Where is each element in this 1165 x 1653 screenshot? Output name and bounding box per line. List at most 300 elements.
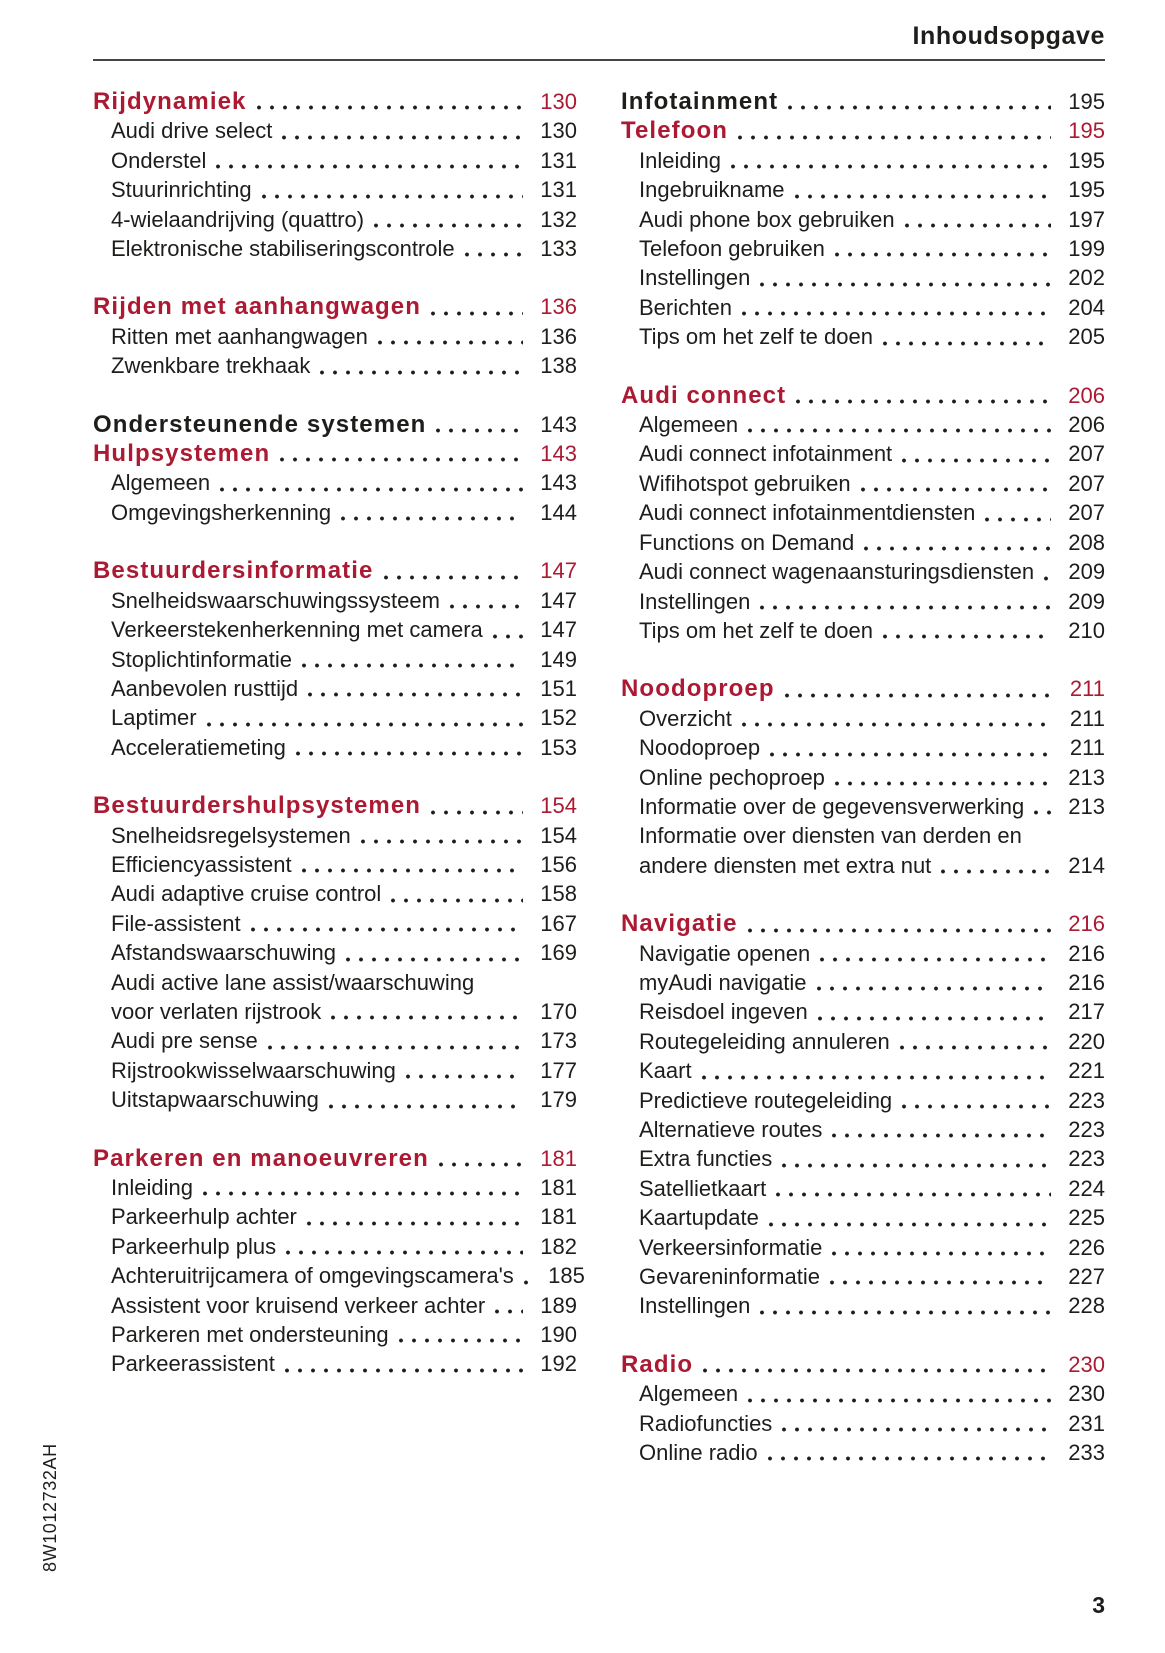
dotted-leader <box>345 956 523 963</box>
toc-entry-label: Infotainment <box>621 88 779 115</box>
toc-entry <box>93 821 577 850</box>
toc-entry-label: Assistent voor kruisend verkeer achter <box>111 1292 486 1318</box>
toc-heading <box>621 1350 1105 1379</box>
toc-entry-page: 173 <box>540 1028 577 1054</box>
toc-entry-line <box>621 528 1105 557</box>
toc-entry-label: Parkeren en manoeuvreren <box>93 1144 429 1172</box>
toc-entry <box>93 615 577 644</box>
dotted-leader <box>795 398 1051 405</box>
dotted-leader <box>215 163 523 170</box>
toc-entry <box>93 468 577 497</box>
toc-entry-label: Instellingen <box>639 1293 751 1319</box>
toc-entry-line <box>621 1174 1105 1203</box>
toc-entry-line <box>621 821 1105 850</box>
toc-entry-page: 130 <box>540 118 577 144</box>
dotted-leader <box>1043 575 1051 582</box>
toc-entry-label: Satellietkaart <box>639 1175 767 1201</box>
toc-entry-page: 213 <box>1068 764 1105 790</box>
toc-entry-page: 204 <box>1068 294 1105 320</box>
toc-entry <box>621 175 1105 204</box>
toc-entry-line <box>621 234 1105 263</box>
toc-entry-line <box>93 205 577 234</box>
toc-entry-label: Extra functies <box>639 1146 773 1172</box>
toc-entry <box>621 469 1105 498</box>
toc-entry-label: Parkeerhulp plus <box>111 1233 277 1259</box>
dotted-leader <box>284 1367 523 1374</box>
toc-entry <box>93 674 577 703</box>
toc-section <box>93 87 577 263</box>
toc-entry-page: 147 <box>540 617 577 643</box>
toc-heading <box>621 909 1105 938</box>
toc-entry <box>93 850 577 879</box>
dotted-leader <box>377 339 523 346</box>
toc-entry-page: 149 <box>540 646 577 672</box>
toc-entry-label: Parkeerassistent <box>111 1351 275 1377</box>
dotted-leader <box>250 926 523 933</box>
toc-entry <box>621 763 1105 792</box>
dotted-leader <box>759 281 1051 288</box>
dotted-leader <box>267 1044 523 1051</box>
toc-section <box>621 87 1105 352</box>
toc-entry-label: Overzicht <box>639 705 732 731</box>
toc-entry <box>93 909 577 938</box>
toc-entry <box>93 175 577 204</box>
toc-heading <box>621 381 1105 410</box>
toc-heading <box>93 1144 577 1173</box>
toc-entry-line <box>93 1202 577 1231</box>
toc-entry-page: 147 <box>540 558 577 584</box>
dotted-leader <box>882 633 1051 640</box>
toc-entry-page: 223 <box>1068 1117 1105 1142</box>
toc-entry <box>621 616 1105 645</box>
toc-entry-page: 228 <box>1068 1293 1105 1319</box>
toc-entry <box>621 234 1105 263</box>
toc-entry <box>621 1233 1105 1262</box>
toc-entry <box>621 1144 1105 1173</box>
toc-entry <box>93 733 577 762</box>
toc-entry-label: Berichten <box>639 294 732 320</box>
toc-entry-label: voor verlaten rijstrook <box>111 998 322 1024</box>
toc-entry-label: Parkeren met ondersteuning <box>111 1322 389 1348</box>
dotted-leader <box>405 1073 523 1080</box>
toc-entry <box>621 1409 1105 1438</box>
dotted-leader <box>307 691 523 698</box>
toc-entry-label: Tips om het zelf te doen <box>639 617 873 643</box>
toc-entry-line <box>621 1379 1105 1408</box>
toc-entry <box>93 1291 577 1320</box>
toc-entry-line <box>621 704 1105 733</box>
toc-entry-line <box>621 1438 1105 1467</box>
toc-entry-label: Reisdoel ingeven <box>639 999 808 1025</box>
toc-entry-line <box>93 1291 577 1320</box>
toc-entry-label: Stuurinrichting <box>111 177 252 203</box>
dotted-leader <box>901 1103 1051 1110</box>
toc-entry-line <box>93 1261 585 1290</box>
toc-heading <box>93 410 577 439</box>
toc-section <box>621 674 1105 880</box>
dotted-leader <box>390 897 523 904</box>
toc-heading <box>93 791 577 820</box>
toc-entry-line <box>93 645 577 674</box>
dotted-leader <box>449 603 523 610</box>
page-number: 3 <box>1092 1592 1105 1618</box>
dotted-leader <box>747 427 1051 434</box>
toc-entry <box>621 439 1105 468</box>
toc-entry-label: Navigatie openen <box>639 940 811 966</box>
dotted-leader <box>794 193 1051 200</box>
toc-entry-page: 185 <box>548 1263 585 1289</box>
toc-entry-label: Efficiencyassistent <box>111 851 292 877</box>
toc-entry-label: Acceleratiemeting <box>111 734 286 760</box>
toc-entry-label: Navigatie <box>621 910 738 938</box>
dotted-leader <box>834 780 1051 787</box>
dotted-leader <box>494 1308 523 1315</box>
toc-entry-line <box>621 1409 1105 1438</box>
dotted-leader <box>741 310 1051 317</box>
toc-entry-page: 154 <box>540 793 577 819</box>
toc-entry-page: 206 <box>1068 412 1105 438</box>
toc-entry-line <box>93 468 577 497</box>
toc-entry-page: 179 <box>540 1087 577 1113</box>
toc-entry-line <box>93 556 577 585</box>
toc-section <box>621 1350 1105 1468</box>
dotted-leader <box>984 516 1051 523</box>
toc-entry-label: Zwenkbare trekhaak <box>111 353 311 379</box>
toc-entry-page: 233 <box>1068 1440 1105 1466</box>
toc-entry-line <box>93 87 577 116</box>
toc-entry-page: 143 <box>540 470 577 496</box>
dotted-leader <box>438 1161 523 1168</box>
toc-entry-line <box>621 587 1105 616</box>
toc-entry-line <box>621 1056 1105 1085</box>
dotted-leader <box>383 574 524 581</box>
toc-entry-line <box>93 791 577 820</box>
dotted-leader <box>730 163 1051 170</box>
toc-entry-label: andere diensten met extra nut <box>639 852 932 878</box>
dotted-leader <box>306 1220 523 1227</box>
dotted-leader <box>759 1309 1051 1316</box>
toc-entry-page: 225 <box>1068 1205 1105 1231</box>
dotted-leader <box>860 486 1051 493</box>
dotted-leader <box>747 1397 1051 1404</box>
toc-entry-line <box>93 615 577 644</box>
toc-entry-label: Hulpsystemen <box>93 440 271 468</box>
toc-entry-page: 152 <box>540 705 577 731</box>
dotted-leader <box>340 515 523 522</box>
dotted-leader <box>781 1426 1051 1433</box>
toc-entry <box>621 939 1105 968</box>
toc-entry-line <box>93 703 577 732</box>
toc-entry <box>621 322 1105 351</box>
toc-entry-page: 170 <box>540 998 577 1024</box>
toc-entry <box>621 205 1105 234</box>
toc-entry <box>93 645 577 674</box>
dotted-leader <box>768 1221 1051 1228</box>
dotted-leader <box>829 1279 1051 1286</box>
dotted-leader <box>819 956 1051 963</box>
toc-entry <box>621 498 1105 527</box>
toc-entry-line <box>621 469 1105 498</box>
toc-entry <box>621 1027 1105 1056</box>
toc-entry <box>93 586 577 615</box>
toc-entry-line <box>621 1291 1105 1320</box>
toc-entry <box>93 498 577 527</box>
toc-entry-line <box>621 557 1105 586</box>
toc-heading <box>93 556 577 585</box>
dotted-leader <box>901 457 1051 464</box>
toc-entry-label: Audi connect <box>621 381 787 409</box>
toc-entry-line <box>621 322 1105 351</box>
dotted-leader <box>1033 809 1051 816</box>
toc-entry-label: Instellingen <box>639 588 751 614</box>
toc-entry-page: 230 <box>1068 1381 1105 1407</box>
dotted-leader <box>904 222 1051 229</box>
toc-entry-line <box>621 1233 1105 1262</box>
dotted-leader <box>279 456 523 463</box>
toc-entry <box>93 1261 585 1290</box>
dotted-leader <box>737 134 1051 141</box>
toc-entry-label: Snelheidsregelsystemen <box>111 822 351 848</box>
toc-entry-line <box>93 821 577 850</box>
toc-entry <box>621 410 1105 439</box>
toc-entry-label: Laptimer <box>111 705 197 731</box>
toc-entry-label: Aanbevolen rusttijd <box>111 675 299 701</box>
toc-entry-label: Parkeerhulp achter <box>111 1204 297 1230</box>
toc-entry-page: 132 <box>540 206 577 232</box>
dotted-leader <box>360 838 523 845</box>
toc-entry <box>93 968 577 1027</box>
toc-entry-line <box>93 850 577 879</box>
toc-entry-page: 143 <box>540 441 577 467</box>
toc-entry-line <box>93 1144 577 1173</box>
toc-entry-page: 133 <box>540 236 577 262</box>
toc-entry-label: Predictieve routegeleiding <box>639 1087 893 1113</box>
toc-entry-page: 214 <box>1068 852 1105 878</box>
toc-entry-page: 158 <box>540 881 577 907</box>
toc-entry-line <box>93 292 577 321</box>
toc-entry <box>621 733 1105 762</box>
toc-entry-line <box>621 1027 1105 1056</box>
toc-entry <box>93 234 577 263</box>
toc-entry-page: 153 <box>540 734 577 760</box>
toc-entry-label: Snelheidswaarschuwingssysteem <box>111 587 440 613</box>
dotted-leader <box>899 1044 1051 1051</box>
toc-entry-page: 167 <box>540 910 577 936</box>
toc-entry-page: 209 <box>1068 588 1105 614</box>
toc-section <box>93 556 577 762</box>
toc-entry-line <box>621 146 1105 175</box>
dotted-leader <box>775 1191 1051 1198</box>
dotted-leader <box>373 222 523 229</box>
toc-entry-page: 207 <box>1068 441 1105 467</box>
toc-entry-line <box>621 410 1105 439</box>
toc-entry-line <box>621 1115 1105 1144</box>
toc-entry-page: 131 <box>540 147 577 173</box>
dotted-leader <box>831 1132 1051 1139</box>
toc-entry-line <box>621 175 1105 204</box>
toc-entry-label: Wifihotspot gebruiken <box>639 470 851 496</box>
toc-heading <box>93 292 577 321</box>
toc-entry-line <box>93 410 577 439</box>
toc-entry <box>93 1026 577 1055</box>
toc-entry <box>621 997 1105 1026</box>
toc-section <box>621 909 1105 1321</box>
toc-entry-page: 223 <box>1068 1146 1105 1172</box>
toc-entry-page: 197 <box>1068 206 1105 232</box>
toc-entry <box>93 1232 577 1261</box>
toc-entry-line <box>621 439 1105 468</box>
toc-entry-line <box>621 1086 1105 1115</box>
toc-entry-page: 231 <box>1068 1410 1105 1436</box>
toc-entry-label: Telefoon gebruiken <box>639 236 825 262</box>
toc-entry-page: 213 <box>1068 793 1105 819</box>
toc-entry-page: 154 <box>540 822 577 848</box>
toc-entry-page: 177 <box>540 1057 577 1083</box>
toc-entry-page: 223 <box>1068 1087 1105 1113</box>
toc-entry-page: 131 <box>540 177 577 203</box>
dotted-leader <box>741 721 1051 728</box>
toc-entry-page: 207 <box>1068 470 1105 496</box>
toc-entry-label: Rijdynamiek <box>93 88 247 115</box>
toc-entry-line <box>621 733 1105 762</box>
toc-entry-line <box>93 1056 577 1085</box>
dotted-leader <box>784 692 1051 699</box>
toc-entry-page: 230 <box>1068 1351 1105 1377</box>
toc-entry-page: 156 <box>540 851 577 877</box>
document-part-code: 8W1012732AH <box>40 1443 60 1572</box>
toc-entry-line <box>93 1173 577 1202</box>
toc-entry <box>621 528 1105 557</box>
toc-entry-label: Kaartupdate <box>639 1205 759 1231</box>
toc-entry-label: Omgevingsherkenning <box>111 499 332 525</box>
toc-entry-label: Algemeen <box>111 470 211 496</box>
dotted-leader <box>767 1455 1051 1462</box>
toc-section <box>93 410 577 528</box>
toc-entry <box>621 293 1105 322</box>
toc-entry-page: 211 <box>1069 705 1105 731</box>
toc-entry-label: Algemeen <box>639 1381 739 1407</box>
toc-section <box>93 791 577 1114</box>
toc-entry-line <box>93 997 577 1026</box>
dotted-leader <box>319 369 523 376</box>
dotted-leader <box>781 1162 1051 1169</box>
toc-entry-label: Rijden met aanhangwagen <box>93 293 422 321</box>
toc-entry-page: 195 <box>1068 89 1105 114</box>
toc-entry-line <box>93 1026 577 1055</box>
toc-entry-line <box>621 674 1105 703</box>
dotted-leader <box>817 1015 1051 1022</box>
toc-entry-label: File-assistent <box>111 910 241 936</box>
toc-entry-label: Audi connect infotainmentdiensten <box>639 500 976 526</box>
dotted-leader <box>398 1337 523 1344</box>
toc-entry-label: Informatie over de gegevensverwerking <box>639 793 1025 819</box>
toc-entry-page: 130 <box>540 89 577 114</box>
dotted-leader <box>430 809 523 816</box>
dotted-leader <box>523 1279 531 1286</box>
toc-entry-label: Ingebruikname <box>639 177 785 203</box>
toc-heading <box>93 439 577 468</box>
toc-entry-line <box>93 879 577 908</box>
toc-entry-label: Online pechoproep <box>639 764 825 790</box>
toc-entry <box>621 587 1105 616</box>
toc-entry <box>93 1085 577 1114</box>
dotted-leader <box>328 1103 523 1110</box>
toc-entry-page: 205 <box>1068 324 1105 350</box>
toc-entry-page: 138 <box>540 353 577 379</box>
toc-entry-page: 221 <box>1068 1058 1105 1084</box>
toc-entry-label: Audi phone box gebruiken <box>639 206 895 232</box>
toc-entry-page: 181 <box>540 1204 577 1230</box>
toc-entry-line <box>93 116 577 145</box>
toc-entry <box>621 1438 1105 1467</box>
toc-entry-page: 211 <box>1069 735 1105 761</box>
toc-entry-page: 220 <box>1068 1028 1105 1054</box>
toc-entry-line <box>93 322 577 351</box>
toc-entry <box>93 205 577 234</box>
dotted-leader <box>492 633 523 640</box>
toc-entry <box>93 146 577 175</box>
toc-entry <box>621 821 1105 880</box>
toc-entry-line <box>621 851 1105 880</box>
toc-section <box>621 381 1105 646</box>
toc-entry-line <box>621 498 1105 527</box>
toc-entry <box>93 351 577 380</box>
toc-entry-page: 199 <box>1068 236 1105 262</box>
dotted-leader <box>702 1367 1051 1374</box>
toc-entry-page: 195 <box>1068 147 1105 173</box>
toc-entry-page: 216 <box>1068 940 1105 966</box>
toc-entry-label: 4-wielaandrijving (quattro) <box>111 206 365 232</box>
toc-entry-label: Audi active lane assist/waarschuwing <box>111 969 475 995</box>
toc-entry-page: 224 <box>1068 1175 1105 1201</box>
toc-entry-label: Kaart <box>639 1058 692 1084</box>
dotted-leader <box>202 1190 523 1197</box>
toc-entry-label: Noodoproep <box>639 735 761 761</box>
toc-entry-line <box>621 939 1105 968</box>
toc-entry-label: Afstandswaarschuwing <box>111 940 337 966</box>
toc-entry-line <box>93 733 577 762</box>
toc-entry-line <box>621 968 1105 997</box>
toc-entry <box>621 146 1105 175</box>
toc-entry <box>621 1291 1105 1320</box>
toc-entry <box>93 116 577 145</box>
toc-entry-label: Inleiding <box>111 1175 193 1200</box>
toc-entry-line <box>621 87 1105 116</box>
toc-entry-page: 143 <box>540 411 577 437</box>
toc-entry-page: 195 <box>1068 118 1105 144</box>
toc-entry-line <box>93 1320 577 1349</box>
toc-entry-line <box>621 1262 1105 1291</box>
toc-column <box>93 87 585 1467</box>
dotted-leader <box>285 1249 523 1256</box>
toc-entry <box>93 1349 577 1378</box>
toc-entry-label: Verkeersinformatie <box>639 1234 823 1260</box>
toc-entry <box>93 1173 577 1202</box>
toc-entry <box>621 792 1105 821</box>
toc-entry <box>621 263 1105 292</box>
dotted-leader <box>834 251 1051 258</box>
toc-entry <box>621 1115 1105 1144</box>
toc-entry-page: 206 <box>1068 382 1105 408</box>
dotted-leader <box>295 750 523 757</box>
toc-entry-line <box>93 1349 577 1378</box>
toc-entry-page: 208 <box>1068 529 1105 555</box>
toc-entry-page: 226 <box>1068 1234 1105 1260</box>
dotted-leader <box>863 545 1051 552</box>
toc-entry-label: Ondersteunende systemen <box>93 410 427 438</box>
toc-entry-line <box>93 146 577 175</box>
dotted-leader <box>219 486 523 493</box>
